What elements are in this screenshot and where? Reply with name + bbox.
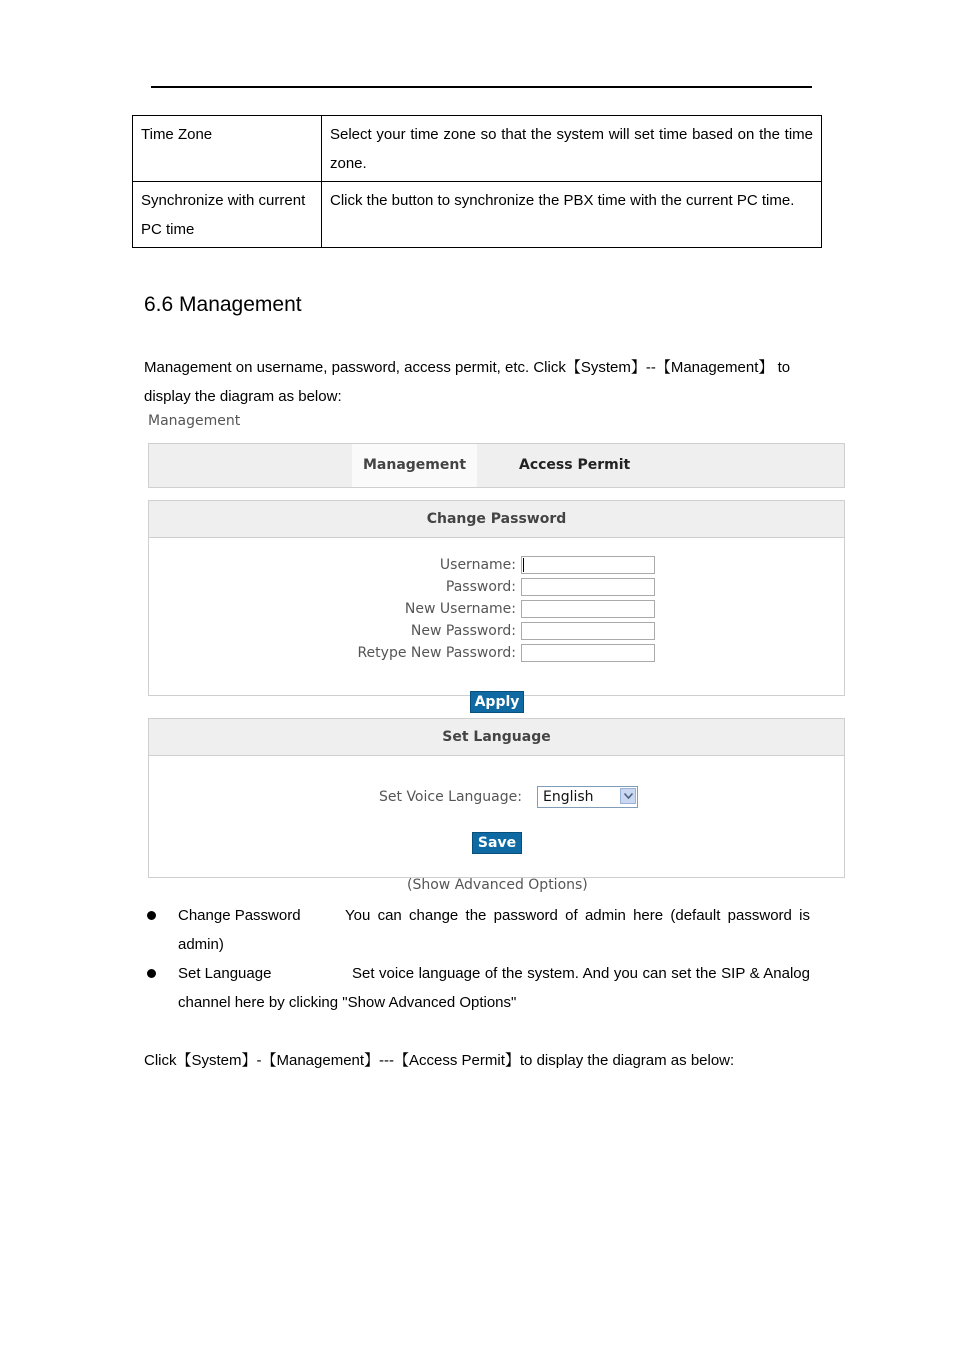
tab-access-permit[interactable]: Access Permit bbox=[519, 457, 631, 473]
parameter-table bbox=[132, 115, 822, 248]
bullet-icon bbox=[147, 969, 156, 978]
field-label: New Username: bbox=[404, 601, 516, 617]
bullet-text: Set voice language of the system. And you can set the SIP & Analog channel here by clicking "Show Advanced Options" bbox=[178, 965, 810, 1011]
new-username-input[interactable] bbox=[521, 600, 655, 618]
username-input[interactable] bbox=[521, 556, 655, 574]
header-rule bbox=[151, 86, 812, 88]
panel-header: Change Password bbox=[149, 501, 844, 538]
text-caret bbox=[523, 558, 524, 572]
apply-button[interactable]: Apply bbox=[470, 691, 524, 713]
username-row bbox=[149, 555, 844, 575]
new-password-input[interactable] bbox=[521, 622, 655, 640]
field-label: Password: bbox=[445, 579, 516, 595]
table-row bbox=[133, 116, 822, 182]
retype-password-input[interactable] bbox=[521, 644, 655, 662]
retype-password-row bbox=[149, 643, 844, 663]
voice-language-label: Set Voice Language: bbox=[379, 789, 522, 805]
voice-language-select[interactable] bbox=[537, 786, 638, 808]
page-caption: Management bbox=[148, 413, 241, 429]
section-title: 6.6 Management bbox=[144, 293, 302, 316]
select-value: English bbox=[543, 789, 594, 805]
bullet-text: You can change the password of admin here (default password is admin) bbox=[178, 907, 810, 953]
intro-paragraph: Management on username, password, access permit, etc. Click【System】--【Management】 to display the diagram as below: bbox=[144, 359, 791, 405]
outro-paragraph: Click【System】-【Management】---【Access Permit】to display the diagram as below: bbox=[144, 1052, 735, 1069]
table-row bbox=[133, 182, 822, 248]
new-username-row bbox=[149, 599, 844, 619]
tab-management[interactable]: Management bbox=[352, 444, 477, 487]
field-label: Username: bbox=[439, 557, 516, 573]
param-description: Select your time zone so that the system will set time based on the time zone. bbox=[322, 116, 822, 182]
show-advanced-options-link[interactable]: (Show Advanced Options) bbox=[407, 877, 588, 893]
param-description: Click the button to synchronize the PBX time with the current PC time. bbox=[322, 182, 822, 248]
bullet-icon bbox=[147, 911, 156, 920]
password-row bbox=[149, 577, 844, 597]
field-label: New Password: bbox=[410, 623, 516, 639]
new-password-row bbox=[149, 621, 844, 641]
save-button[interactable]: Save bbox=[472, 832, 522, 854]
panel-header: Set Language bbox=[149, 719, 844, 756]
param-name: Time Zone bbox=[133, 116, 322, 182]
chevron-down-icon[interactable] bbox=[620, 788, 636, 804]
bullet-term: Change Password bbox=[178, 907, 301, 924]
password-input[interactable] bbox=[521, 578, 655, 596]
param-name: Synchronize with current PC time bbox=[133, 182, 322, 248]
tab-bar bbox=[148, 443, 845, 488]
bullet-term: Set Language bbox=[178, 965, 272, 982]
change-password-panel bbox=[148, 500, 845, 696]
field-label: Retype New Password: bbox=[357, 645, 516, 661]
